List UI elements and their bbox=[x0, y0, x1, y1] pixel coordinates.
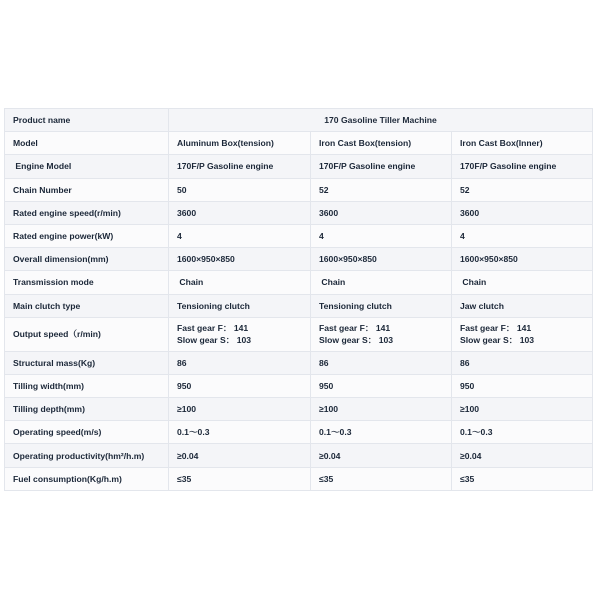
cell-value: 4 bbox=[311, 224, 452, 247]
cell-value: 170F/P Gasoline engine bbox=[452, 155, 593, 178]
table-row bbox=[5, 374, 593, 397]
slow-gear-text: Slow gear S： 103 bbox=[460, 335, 535, 346]
cell-value: 0.1～0.3 bbox=[452, 421, 593, 444]
cell-value: Jaw clutch bbox=[452, 294, 593, 317]
row-label: Output speed（r/min) bbox=[5, 317, 169, 351]
cell-value: 950 bbox=[169, 374, 311, 397]
slow-gear-text: Slow gear S： 103 bbox=[319, 335, 394, 346]
cell-value: 4 bbox=[169, 224, 311, 247]
cell-value: 3600 bbox=[169, 201, 311, 224]
table-row bbox=[5, 224, 593, 247]
fast-gear-text: Fast gear F： 141 bbox=[460, 323, 532, 334]
cell-value: 0.1～0.3 bbox=[311, 421, 452, 444]
table-row bbox=[5, 398, 593, 421]
cell-value: Chain bbox=[311, 271, 452, 294]
table-row bbox=[5, 178, 593, 201]
table-row bbox=[5, 351, 593, 374]
cell-value: 1600×950×850 bbox=[311, 248, 452, 271]
row-label: Tilling width(mm) bbox=[5, 374, 169, 397]
cell-value: 170F/P Gasoline engine bbox=[169, 155, 311, 178]
cell-value: Chain bbox=[169, 271, 311, 294]
table-row bbox=[5, 467, 593, 490]
cell-value: ≥100 bbox=[169, 398, 311, 421]
cell-value: ≤35 bbox=[169, 467, 311, 490]
cell-value bbox=[311, 317, 452, 351]
row-label: Rated engine speed(r/min) bbox=[5, 201, 169, 224]
row-label: Structural mass(Kg) bbox=[5, 351, 169, 374]
cell-value: 86 bbox=[452, 351, 593, 374]
cell-value: 170F/P Gasoline engine bbox=[311, 155, 452, 178]
cell-value: 86 bbox=[311, 351, 452, 374]
table-row bbox=[5, 444, 593, 467]
table-row bbox=[5, 271, 593, 294]
cell-value: 4 bbox=[452, 224, 593, 247]
table-row-product-name bbox=[5, 109, 593, 132]
table-row bbox=[5, 155, 593, 178]
row-label: Tilling depth(mm) bbox=[5, 398, 169, 421]
row-label: Main clutch type bbox=[5, 294, 169, 317]
cell-value: ≥100 bbox=[452, 398, 593, 421]
table-row bbox=[5, 201, 593, 224]
cell-value: 1600×950×850 bbox=[169, 248, 311, 271]
model-value-1: Aluminum Box(tension) bbox=[169, 132, 311, 155]
row-label: Operating speed(m/s) bbox=[5, 421, 169, 444]
table-row bbox=[5, 421, 593, 444]
cell-value: ≤35 bbox=[452, 467, 593, 490]
table-row bbox=[5, 294, 593, 317]
cell-value bbox=[169, 317, 311, 351]
model-label: Model bbox=[5, 132, 169, 155]
cell-value: ≥0.04 bbox=[169, 444, 311, 467]
table-row-output-speed bbox=[5, 317, 593, 351]
cell-value: 52 bbox=[452, 178, 593, 201]
cell-value: Tensioning clutch bbox=[169, 294, 311, 317]
row-label: Rated engine power(kW) bbox=[5, 224, 169, 247]
spec-table-container bbox=[4, 108, 592, 491]
cell-value: 950 bbox=[452, 374, 593, 397]
row-label: Engine Model bbox=[5, 155, 169, 178]
cell-value: ≥0.04 bbox=[311, 444, 452, 467]
cell-value: Chain bbox=[452, 271, 593, 294]
cell-value: ≥0.04 bbox=[452, 444, 593, 467]
cell-value: 950 bbox=[311, 374, 452, 397]
cell-value: 86 bbox=[169, 351, 311, 374]
model-value-2: Iron Cast Box(tension) bbox=[311, 132, 452, 155]
cell-value: 3600 bbox=[452, 201, 593, 224]
row-label: Chain Number bbox=[5, 178, 169, 201]
row-label: Transmission mode bbox=[5, 271, 169, 294]
cell-value: ≤35 bbox=[311, 467, 452, 490]
cell-value bbox=[452, 317, 593, 351]
cell-value: 52 bbox=[311, 178, 452, 201]
row-label: Fuel consumption(Kg/h.m) bbox=[5, 467, 169, 490]
cell-value: ≥100 bbox=[311, 398, 452, 421]
row-label: Overall dimension(mm) bbox=[5, 248, 169, 271]
model-value-3: Iron Cast Box(Inner) bbox=[452, 132, 593, 155]
fast-gear-text: Fast gear F： 141 bbox=[177, 323, 249, 334]
fast-gear-text: Fast gear F： 141 bbox=[319, 323, 391, 334]
slow-gear-text: Slow gear S： 103 bbox=[177, 335, 252, 346]
spec-table bbox=[4, 108, 593, 491]
product-name-label: Product name bbox=[5, 109, 169, 132]
cell-value: 3600 bbox=[311, 201, 452, 224]
row-label: Operating productivity(hm²/h.m) bbox=[5, 444, 169, 467]
cell-value: 0.1～0.3 bbox=[169, 421, 311, 444]
cell-value: 50 bbox=[169, 178, 311, 201]
cell-value: 1600×950×850 bbox=[452, 248, 593, 271]
cell-value: Tensioning clutch bbox=[311, 294, 452, 317]
product-title: 170 Gasoline Tiller Machine bbox=[169, 109, 593, 132]
table-row-model bbox=[5, 132, 593, 155]
table-row bbox=[5, 248, 593, 271]
